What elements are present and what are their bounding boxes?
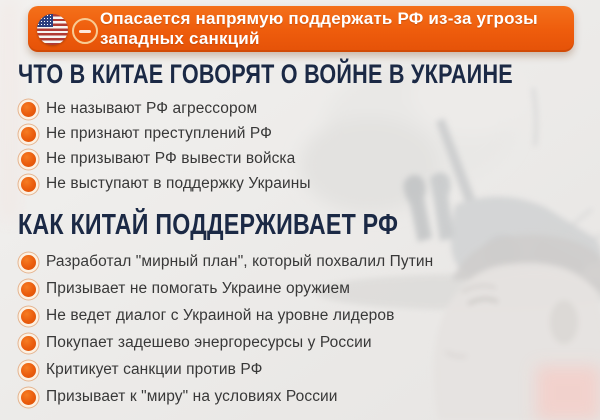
list-item xyxy=(18,384,592,411)
bullet-dot-icon xyxy=(21,177,36,192)
list-item-text: Не признают преступлений РФ xyxy=(46,125,273,143)
bullet-dot-icon xyxy=(21,127,36,142)
list-item-text: Критикует санкции против РФ xyxy=(46,361,263,379)
bullet-dot-icon xyxy=(21,309,36,324)
bullet-dot-icon xyxy=(21,282,36,297)
bullet-dot-icon xyxy=(21,336,36,351)
list-item xyxy=(18,172,592,197)
list-item-text: Призывает к "миру" на условиях России xyxy=(46,388,338,406)
section-2-list xyxy=(18,249,592,411)
list-item-text: Разработал "мирный план", который похвалил Путин xyxy=(46,253,434,271)
banner-line-1: Опасается напрямую поддержать РФ из-за угрозы xyxy=(100,9,538,29)
publisher-logo-ring-icon xyxy=(72,18,98,44)
bullet-dot-icon xyxy=(21,255,36,270)
bullet-dot-icon xyxy=(21,363,36,378)
list-item xyxy=(18,276,592,303)
list-item xyxy=(18,330,592,357)
us-flag-canton xyxy=(37,14,53,27)
section-2-heading: КАК КИТАЙ ПОДДЕРЖИВАЕТ РФ xyxy=(18,208,399,241)
list-item-text: Не выступают в поддержку Украины xyxy=(46,175,311,193)
us-flag-icon xyxy=(37,14,68,45)
publisher-logo-mark xyxy=(79,30,91,33)
list-item xyxy=(18,122,592,147)
section-1-list xyxy=(18,97,592,197)
banner-line-2: западных санкций xyxy=(100,29,260,48)
list-item xyxy=(18,303,592,330)
list-item xyxy=(18,97,592,122)
list-item xyxy=(18,249,592,276)
content-area xyxy=(18,56,592,411)
list-item-text: Покупает задешево энергоресурсы у России xyxy=(46,334,372,352)
banner-text xyxy=(100,9,538,49)
list-item-text: Не призывают РФ вывести войска xyxy=(46,150,296,168)
bullet-dot-icon xyxy=(21,152,36,167)
bullet-dot-icon xyxy=(21,390,36,405)
list-item xyxy=(18,357,592,384)
bullet-dot-icon xyxy=(21,102,36,117)
list-item-text: Призывает не помогать Украине оружием xyxy=(46,280,351,298)
section-1-heading: ЧТО В КИТАЕ ГОВОРЯТ О ВОЙНЕ В УКРАИНЕ xyxy=(18,59,513,89)
list-item-text: Не ведет диалог с Украиной на уровне лидеров xyxy=(46,307,395,325)
list-item xyxy=(18,147,592,172)
list-item-text: Не называют РФ агрессором xyxy=(46,100,258,118)
top-banner xyxy=(28,6,574,52)
